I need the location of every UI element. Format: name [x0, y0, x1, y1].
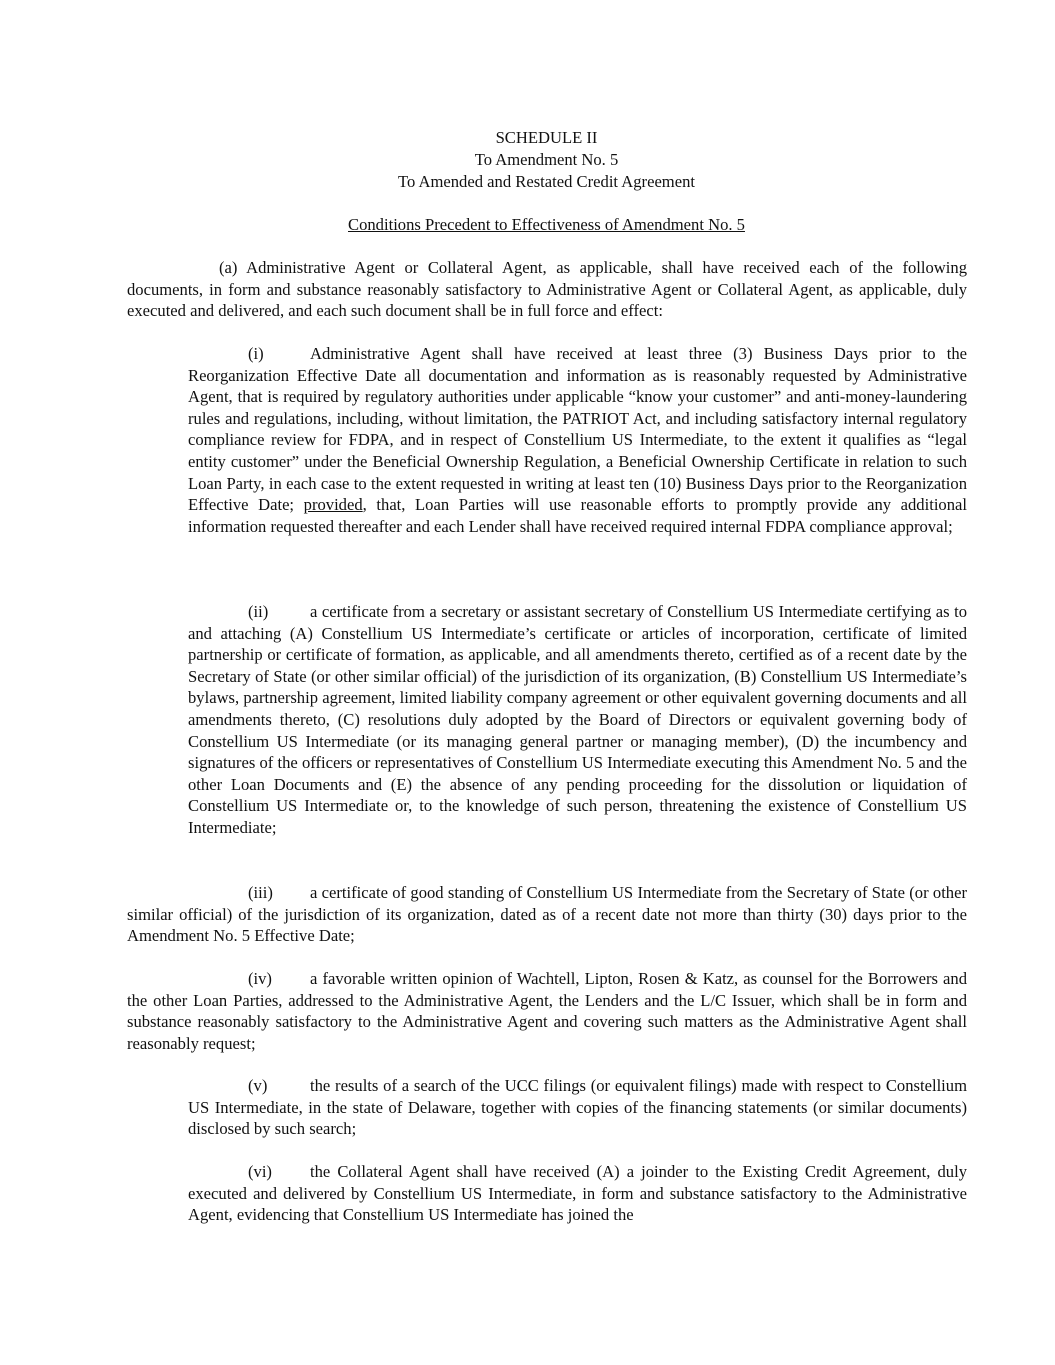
item-text: a certificate of good standing of Constellium US Intermediate from the Secretary of State (or other similar official) of the jurisdiction of its organization, dated as of a recent date not more than thirty (30) days prior to the Amendment No. 5 Effective Date;	[127, 883, 967, 946]
item-text-underlined: provided	[303, 495, 363, 515]
section-heading: Conditions Precedent to Effectiveness of Amendment No. 5	[348, 215, 745, 234]
condition-item-i	[188, 343, 967, 537]
amendment-subtitle: To Amendment No. 5	[474, 150, 619, 169]
item-number: (v)	[248, 1076, 268, 1095]
item-number: (i)	[248, 344, 264, 363]
item-number: (vi)	[248, 1162, 272, 1181]
item-text: Administrative Agent shall have received at least three (3) Business Days prior to the Reorganization Effective Date all documentation and information as is reasonably requested by Administrative Agent, that is required by regulatory authorities under applicable “know your customer” and anti-money-laundering rules and regulations, including, without limitation, the PATRIOT Act, and including satisfactory internal regulatory compliance review for FDPA, and in respect of Constellium US Intermediate, to the extent it qualifies as “legal entity customer” under the Beneficial Ownership Regulation, a Beneficial Ownership Certificate in relation to such Loan Party, in each case to the extent requested in writing at least ten (10) Business Days prior to the Reorganization Effective Date;	[188, 344, 967, 515]
condition-item-v	[188, 1075, 967, 1140]
condition-item-ii	[188, 601, 967, 839]
item-number: (iv)	[248, 969, 272, 988]
intro-paragraph: (a) Administrative Agent or Collateral Agent, as applicable, shall have received each of the following documents, in form and substance reasonably satisfactory to Administrative Agent or Collateral Agent, as applicable, duly executed and delivered, and each such document shall be in full force and effect:	[127, 258, 967, 321]
condition-item-iv	[127, 968, 967, 1054]
condition-item-vi	[188, 1161, 967, 1226]
item-text: a favorable written opinion of Wachtell, Lipton, Rosen & Katz, as counsel for the Borrowers and the other Loan Parties, addressed to the Administrative Agent, the Lenders and the L/C Issuer, which shall be in form and substance reasonably satisfactory to the Administrative Agent and covering such matters as the Administrative Agent shall reasonably request;	[127, 969, 967, 1053]
item-text: , that, Loan Parties will use reasonable efforts to promptly provide any additional information requested thereafter and each Lender shall have received required internal FDPA compliance approval;	[188, 495, 968, 536]
schedule-title: SCHEDULE II	[495, 128, 598, 147]
item-text: the results of a search of the UCC filings (or equivalent filings) made with respect to Constellium US Intermediate, in the state of Delaware, together with copies of the financing statements (or similar documents) disclosed by such search;	[188, 1076, 967, 1139]
condition-item-iii	[127, 882, 967, 947]
agreement-subtitle: To Amended and Restated Credit Agreement	[398, 172, 695, 191]
item-text: a certificate from a secretary or assistant secretary of Constellium US Intermediate certifying as to and attaching (A) Constellium US Intermediate’s certificate or articles of incorporation, certificate of limited partnership or certificate of formation, as applicable, and all amendments thereto, certified as of a recent date by the Secretary of State (or other similar official) of the jurisdiction of its organization, (B) Constellium US Intermediate’s bylaws, partnership agreement, limited liability company agreement or other equivalent governing documents and all amendments thereto, (C) resolutions duly adopted by the Board of Directors or equivalent governing body of Constellium US Intermediate (or its managing general partner or managing member), (D) the incumbency and signatures of the officers or representatives of Constellium US Intermediate executing this Amendment No. 5 and the other Loan Documents and (E) the absence of any pending proceeding for the dissolution or liquidation of Constellium US Intermediate or, to the knowledge of such person, threatening the existence of Constellium US Intermediate;	[188, 602, 967, 837]
item-number: (ii)	[248, 602, 269, 621]
item-text: the Collateral Agent shall have received (A) a joinder to the Existing Credit Agreement, duly executed and delivered by Constellium US Intermediate, in form and substance satisfactory to the Administrative Agent, evidencing that Constellium US Intermediate has joined the	[188, 1162, 967, 1225]
item-number: (iii)	[248, 883, 273, 902]
